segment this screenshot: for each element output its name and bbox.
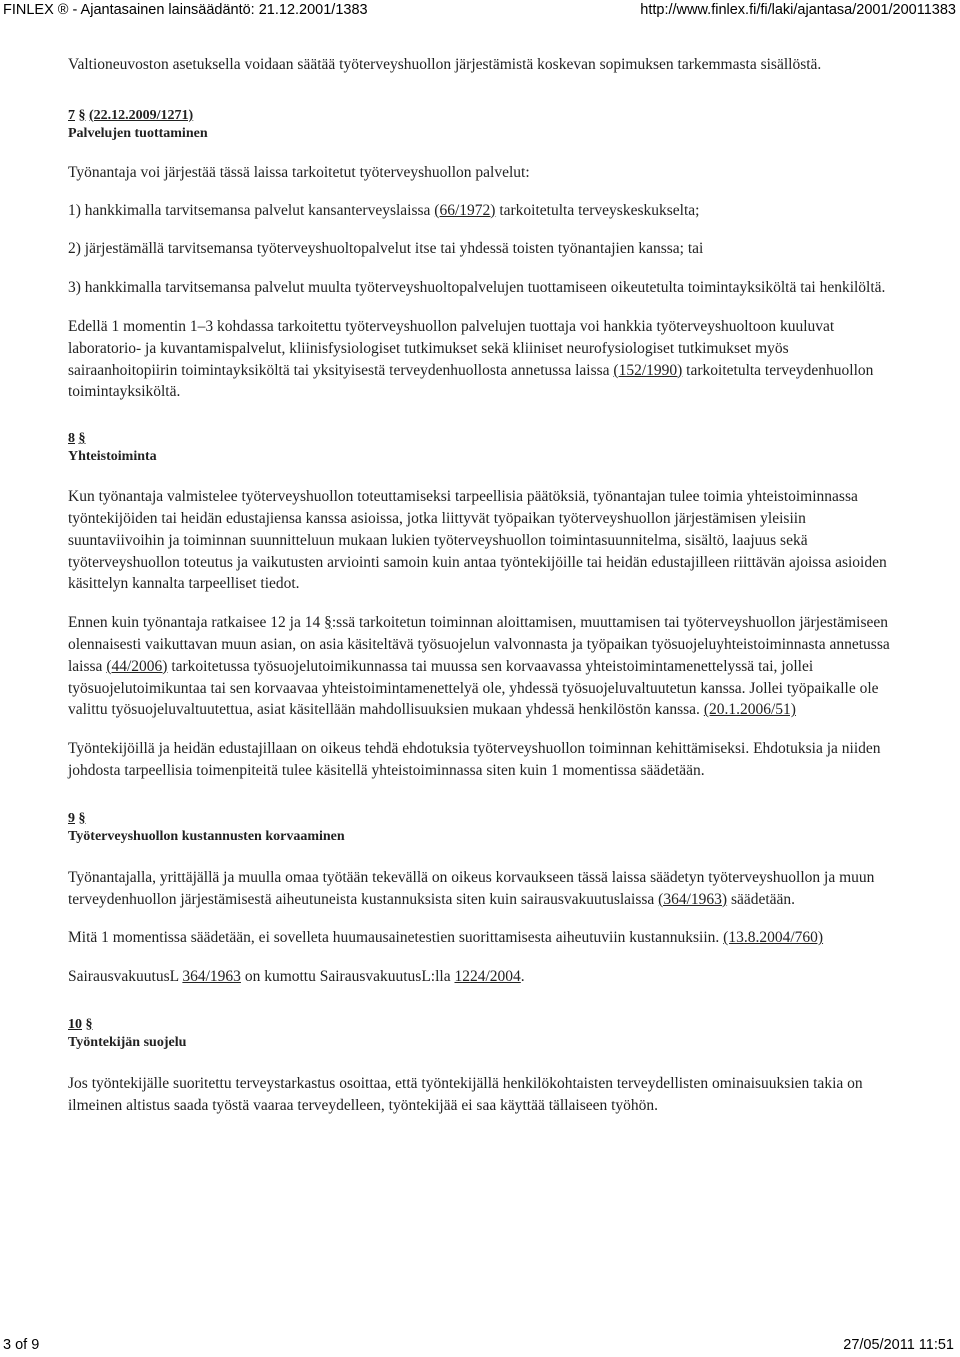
section-9-paragraph-1: Työnantajalla, yrittäjällä ja muulla omaa työtään tekevällä on oikeus korvaukseen tässä laissa säädetyn työterveyshuollon ja muun terveydenhuollon järjestämisestä aiheutuneista kustannuksista siten kuin sairausvakuutuslaissa (364/1963) säädetään. (68, 868, 875, 908)
section-8-number-link[interactable]: 8 § (68, 431, 86, 447)
section-8-paragraph-3: Työntekijöillä ja heidän edustajillaan on oikeus tehdä ehdotuksia työterveyshuollon toiminnan kehittämiseksi. Ehdotuksia ja niiden johdosta tarpeellisia toimenpiteitä tulee käsitellä yhteistoiminnassa siten kuin 1 momentissa säädetään. (68, 740, 881, 779)
section-9-paragraph-2: Mitä 1 momentissa säädetään, ei sovelleta huumausainetestien suorittamisesta aiheutuviin kustannuksiin. (13.8.2004/760) (68, 929, 824, 947)
section-9-note: SairausvakuutusL 364/1963 on kumottu SairausvakuutusL:lla 1224/2004. (68, 968, 525, 986)
section-8-title: Yhteistoiminta (68, 449, 157, 465)
law-link-1224-2004[interactable]: 1224/2004 (454, 968, 521, 986)
amendment-link-20-1-2006-51[interactable]: (20.1.2006/51) (703, 701, 796, 719)
section-7-heading (68, 107, 898, 125)
section-7-paragraph-2: 1) hankkimalla tarvitsemansa palvelut kansanterveyslaissa (66/1972) tarkoitetulta terveyskeskukselta; (68, 201, 700, 219)
section-7-paragraph-5: Edellä 1 momentin 1–3 kohdassa tarkoitettu työterveyshuollon palvelujen tuottaja voi hankkia työterveyshuoltoon kuuluvat laboratorio- ja kuvantamispalvelut, kliinisfysiologiset tutkimukset sekä kliiniset neurofysiologiset tutkimukset myös sairaanhoitopiirin toimintayksiköltä tai yksityisestä terveydenhuollosta annetussa laissa (152/1990) tarkoitetulta terveydenhuollon toimintayksiköltä. (68, 317, 874, 401)
section-7-paragraph-1: Työnantaja voi järjestää tässä laissa tarkoitetut työterveyshuollon palvelut: (68, 163, 530, 181)
section-9-heading (68, 810, 898, 828)
section-10-title: Työntekijän suojelu (68, 1034, 187, 1050)
law-link-364-1963[interactable]: (364/1963) (658, 890, 728, 908)
page-footer (0, 1337, 960, 1357)
section-8-heading (68, 430, 898, 448)
print-timestamp: 27/05/2011 11:51 (843, 1337, 954, 1353)
law-link-152-1990[interactable]: (152/1990) (613, 361, 683, 379)
document-body (68, 54, 898, 1117)
section-8-paragraph-2: Ennen kuin työnantaja ratkaisee 12 ja 14 §:ssä tarkoitetun toiminnan aloittamisen, muuttamisen tai työterveyshuollon järjestämiseen olennaisesti vaikuttavan muun asian, on asia käsiteltävä työsuojelun valvonnasta ja työpaikan työsuojeluyhteistoiminnasta annetussa laissa (44/2006) tarkoitetussa työsuojelutoimikunnassa tai muussa sen korvaavassa yhteistoimintamenettelyssä tai, jollei työsuojelutoimikuntaa tai sen korvaavaa yhteistoimintamenettelyä ole, yhdessä työsuojeluvaltuutetun kanssa. Jollei työpaikalle ole valittu työsuojeluvaltuutettua, asiat käsitellään mahdollisuuksien mukaan yhdessä henkilöstön kanssa. (20.1.2006/51) (68, 614, 890, 719)
section-10-number-link[interactable]: 10 § (68, 1016, 93, 1032)
section-7-paragraph-3: 2) järjestämällä tarvitsemansa työterveyshuoltopalvelut itse tai yhdessä toisten työnantajien kanssa; tai (68, 240, 704, 258)
section-10-heading (68, 1016, 898, 1034)
section-10-paragraph-1: Jos työntekijälle suoritettu terveystarkastus osoittaa, että työntekijällä henkilökohtaisten terveydellisten ominaisuuksien takia on ilmeinen altistus saada työstä vaaraa terveydelleen, työntekijää ei saa käyttää tällaiseen työhön. (68, 1074, 863, 1114)
header-url: http://www.finlex.fi/fi/laki/ajantasa/2001/20011383 (640, 2, 956, 18)
law-link-44-2006[interactable]: (44/2006) (106, 657, 168, 675)
section-7-paragraph-4: 3) hankkimalla tarvitsemansa palvelut muulta työterveyshuoltopalvelujen tuottamiseen oikeutetulta toimintayksiköltä tai henkilöltä. (68, 279, 886, 297)
section-7-number-link[interactable]: 7 § (68, 107, 86, 123)
section-9-number-link[interactable]: 9 § (68, 810, 86, 826)
amendment-link-13-8-2004-760[interactable]: (13.8.2004/760) (723, 929, 824, 947)
law-link-364-1963-note[interactable]: 364/1963 (182, 968, 241, 986)
intro-paragraph: Valtioneuvoston asetuksella voidaan säätää työterveyshuollon järjestämistä koskevan sopimuksen tarkemmasta sisällöstä. (68, 56, 822, 73)
page-header (0, 0, 960, 22)
section-7-title: Palvelujen tuottaminen (68, 125, 208, 141)
section-7-amendment-link[interactable]: (22.12.2009/1271) (89, 107, 194, 123)
section-link-14[interactable]: § (324, 614, 332, 632)
section-8-paragraph-1: Kun työnantaja valmistelee työterveyshuollon toteuttamiseksi tarpeellisia päätöksiä, työnantajan tulee toimia yhteistoiminnassa työntekijöiden tai heidän edustajiensa kanssa asioissa, jotka liittyvät työpaikan työterveyshuollon järjestämisen yleisiin suuntaviivoihin ja toiminnan suunnitteluun mukaan lukien työterveyshuollon toimintasuunnitelma, sisältö, laajuus sekä työterveyshuollon toteutus ja vaikutusten arviointi samoin kuin antaa työntekijöille tai heidän edustajilleen riittävän ajoissa asioiden käsittelyn kannalta tarpeelliset tiedot. (68, 488, 887, 593)
section-9-title: Työterveyshuollon kustannusten korvaaminen (68, 828, 345, 844)
page-counter: 3 of 9 (3, 1337, 40, 1353)
header-title: FINLEX ® - Ajantasainen lainsäädäntö: 21.12.2001/1383 (3, 2, 368, 18)
law-link-66-1972[interactable]: (66/1972) (434, 201, 496, 219)
